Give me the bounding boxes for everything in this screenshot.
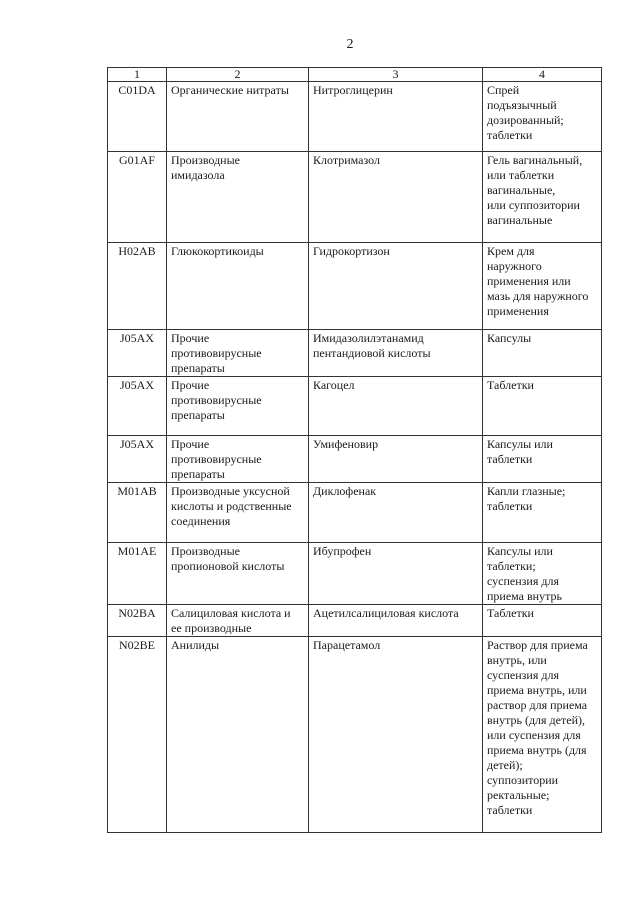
form-cell: Раствор для приема внутрь, или суспензия для приема внутрь, или раствор для приема внутрь (для детей), или суспензия для приема внутрь (для детей); суппозитории ректальные; таблетки xyxy=(483,637,602,833)
form-cell: Гель вагинальный, или таблетки вагинальные, или суппозитории вагинальные xyxy=(483,152,602,243)
atc-code-cell: H02AB xyxy=(108,243,167,330)
group-cell: Прочие противовирусные препараты xyxy=(167,377,309,436)
drug-cell: Ибупрофен xyxy=(309,543,483,605)
group-cell: Производные уксусной кислоты и родственные соединения xyxy=(167,483,309,543)
group-cell: Анилиды xyxy=(167,637,309,833)
atc-code-cell: N02BE xyxy=(108,637,167,833)
table-row xyxy=(108,330,602,377)
drug-cell: Диклофенак xyxy=(309,483,483,543)
drug-cell: Кагоцел xyxy=(309,377,483,436)
table-row xyxy=(108,483,602,543)
table-row xyxy=(108,377,602,436)
atc-code-cell: N02BA xyxy=(108,605,167,637)
column-header-3: 3 xyxy=(309,68,483,82)
atc-code-cell: J05AX xyxy=(108,436,167,483)
atc-code-cell: C01DA xyxy=(108,82,167,152)
drug-cell: Гидрокортизон xyxy=(309,243,483,330)
column-header-4: 4 xyxy=(483,68,602,82)
drug-cell: Парацетамол xyxy=(309,637,483,833)
drug-cell: Клотримазол xyxy=(309,152,483,243)
atc-code-cell: J05AX xyxy=(108,330,167,377)
group-cell: Салициловая кислота и ее производные xyxy=(167,605,309,637)
group-cell: Прочие противовирусные препараты xyxy=(167,330,309,377)
drug-cell: Имидазолилэтанамид пентандиовой кислоты xyxy=(309,330,483,377)
atc-code-cell: M01AB xyxy=(108,483,167,543)
group-cell: Прочие противовирусные препараты xyxy=(167,436,309,483)
atc-code-cell: J05AX xyxy=(108,377,167,436)
table-row xyxy=(108,243,602,330)
drug-table xyxy=(107,67,602,833)
table-row xyxy=(108,436,602,483)
page-number: 2 xyxy=(346,37,354,52)
atc-code-cell: M01AE xyxy=(108,543,167,605)
table-header-row xyxy=(108,68,602,82)
form-cell: Капсулы или таблетки; суспензия для приема внутрь xyxy=(483,543,602,605)
table-row xyxy=(108,82,602,152)
group-cell: Органические нитраты xyxy=(167,82,309,152)
column-header-1: 1 xyxy=(108,68,167,82)
table-row xyxy=(108,152,602,243)
form-cell: Крем для наружного применения или мазь для наружного применения xyxy=(483,243,602,330)
form-cell: Капли глазные; таблетки xyxy=(483,483,602,543)
drug-cell: Умифеновир xyxy=(309,436,483,483)
group-cell: Производные имидазола xyxy=(167,152,309,243)
table-row xyxy=(108,543,602,605)
group-cell: Глюкокортикоиды xyxy=(167,243,309,330)
form-cell: Таблетки xyxy=(483,377,602,436)
table-row xyxy=(108,605,602,637)
form-cell: Капсулы или таблетки xyxy=(483,436,602,483)
table-row xyxy=(108,637,602,833)
form-cell: Таблетки xyxy=(483,605,602,637)
form-cell: Капсулы xyxy=(483,330,602,377)
column-header-2: 2 xyxy=(167,68,309,82)
group-cell: Производные пропионовой кислоты xyxy=(167,543,309,605)
drug-cell: Ацетилсалициловая кислота xyxy=(309,605,483,637)
atc-code-cell: G01AF xyxy=(108,152,167,243)
drug-cell: Нитроглицерин xyxy=(309,82,483,152)
form-cell: Спрей подъязычный дозированный; таблетки xyxy=(483,82,602,152)
